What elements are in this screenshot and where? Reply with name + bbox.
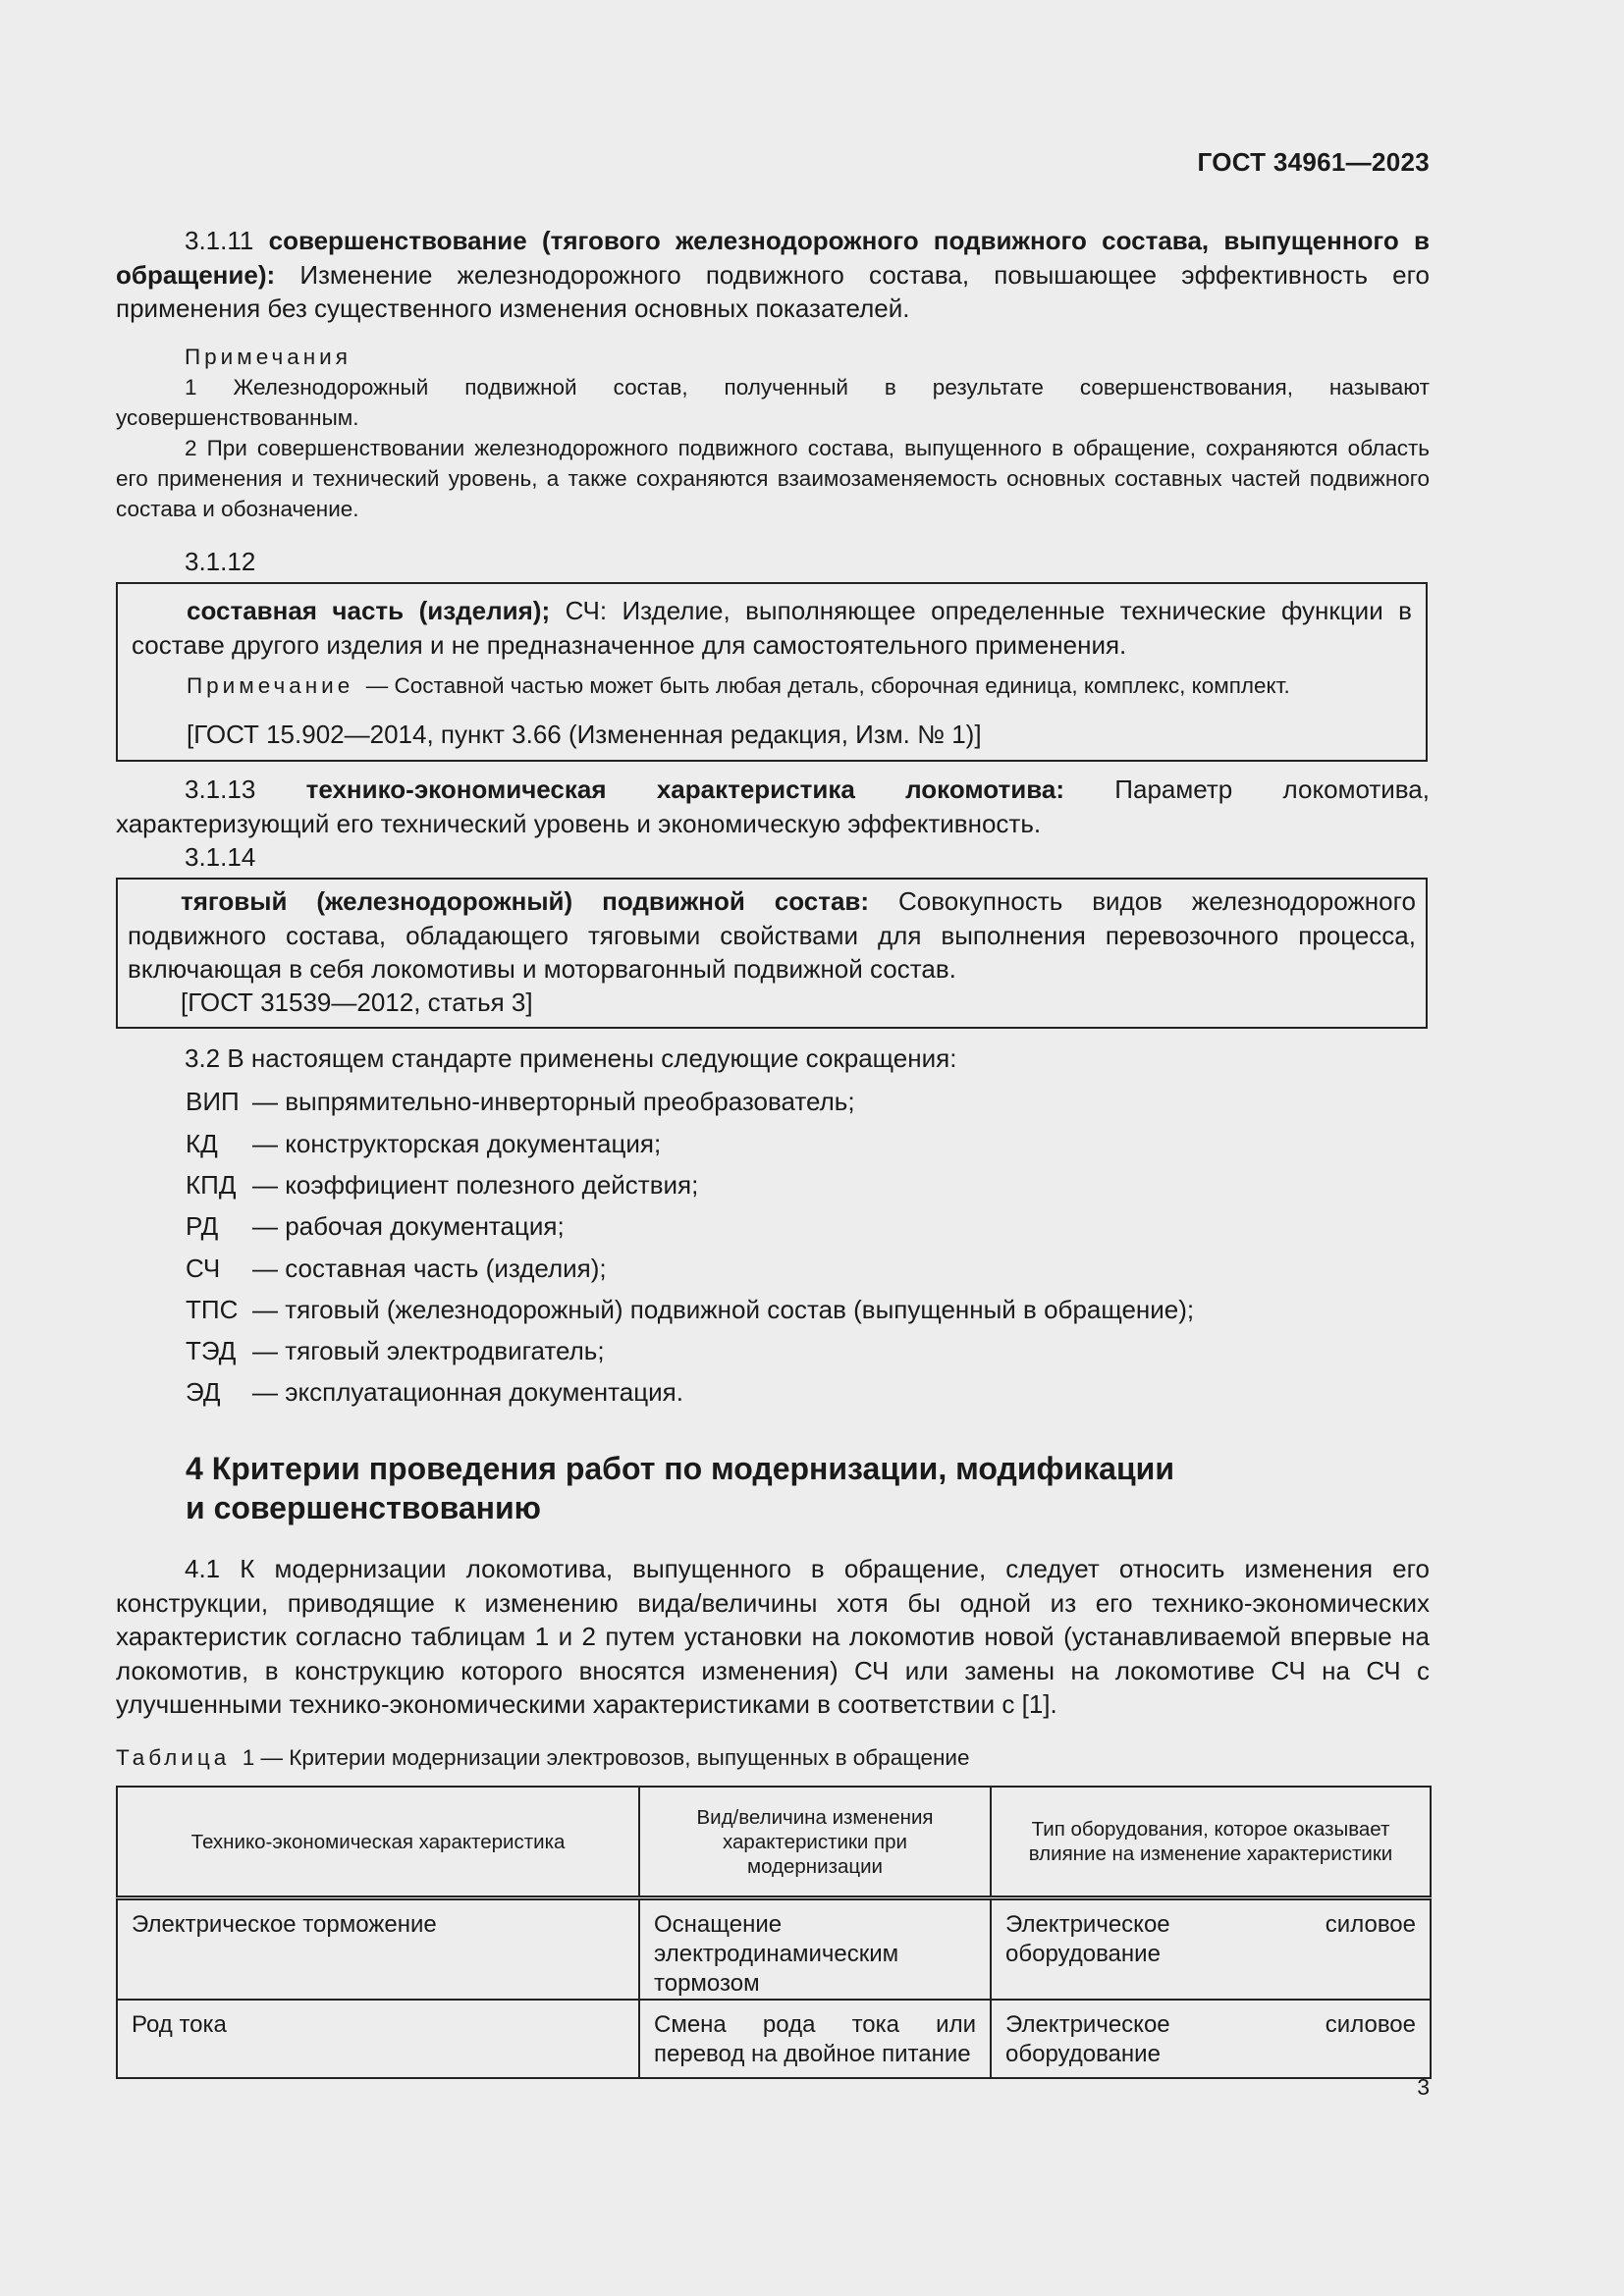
table-cell — [991, 2000, 1431, 2078]
source-3-1-12: [ГОСТ 15.902—2014, пункт 3.66 (Измененная редакция, Изм. № 1)] — [187, 720, 982, 749]
abbreviation-item — [186, 1211, 565, 1241]
definition-box-3-1-12 — [116, 582, 1428, 762]
note-2: 2 При совершенствовании железнодорожного подвижного состава, выпущенного в обращение, сохраняются область его применения и технический уровень, а также сохраняются взаимозаменяемость основных составных частей подвижного состава и обозначение. — [116, 436, 1430, 521]
page-number: 3 — [1417, 2074, 1430, 2100]
source-3-1-14: [ГОСТ 31539—2012, статья 3] — [181, 988, 533, 1017]
abbreviation-item — [186, 1377, 683, 1407]
header-text: Тип оборудования, которое оказывает влияние на изменение характеристики — [1028, 1818, 1393, 1865]
abbreviation-meaning: — выпрямительно-инверторный преобразователь; — [252, 1087, 855, 1116]
table-cell — [639, 2000, 991, 2078]
term: составная часть (изделия); — [187, 596, 551, 625]
term: тяговый (железнодорожный) подвижной состав: — [181, 886, 870, 916]
section-4-heading — [186, 1449, 1174, 1527]
cell-text: Оснащение электродинамическим тормозом — [654, 1911, 899, 1997]
abbreviation: КД — [186, 1129, 218, 1158]
note-label: Примечание — [187, 673, 354, 698]
abbreviation: СЧ — [186, 1254, 221, 1283]
term: технико-экономическая характеристика локомотива: — [305, 774, 1064, 804]
cell-text: Род тока — [132, 2011, 227, 2038]
abbreviation-meaning: — коэффициент полезного действия; — [252, 1170, 699, 1200]
cell-text: Смена рода тока или перевод на двойное питание — [654, 2011, 976, 2067]
clause-number: 3.1.11 — [185, 226, 254, 255]
cell-text: Электрическое силовое оборудование — [1005, 2011, 1416, 2067]
abbreviation: ВИП — [186, 1087, 240, 1116]
abbreviation-item — [186, 1336, 605, 1365]
term: совершенствование (тягового железнодорожного подвижного состава, выпущенного в обращение): — [116, 226, 1430, 290]
note-text: — Составной частью может быть любая деталь, сборочная единица, комплекс, комплект. — [365, 673, 1290, 698]
definition-3-1-13 — [116, 773, 1430, 840]
column-header — [117, 1787, 639, 1898]
table-caption-text: 1 — Критерии модернизации электровозов, выпущенных в обращение — [242, 1745, 970, 1770]
definition-box-3-1-14 — [116, 878, 1428, 1029]
table-header-row — [117, 1787, 1431, 1898]
header-text: Технико-экономическая характеристика — [190, 1830, 566, 1853]
table-row — [117, 1898, 1431, 2001]
table-cell — [117, 2000, 639, 2078]
table-row — [117, 2000, 1431, 2078]
abbreviation: ТЭД — [186, 1336, 237, 1365]
definition-text: Совокупность видов железнодорожного подвижного состава, обладающего тяговыми свойствами для выполнения перевозочного процесса, включающая в себя локомотивы и моторвагонный подвижной состав. — [128, 886, 1416, 984]
definition-3-1-12 — [132, 594, 1412, 662]
definition-3-1-14 — [128, 884, 1416, 987]
note-1: 1 Железнодорожный подвижной состав, полученный в результате совершенствования, называют усовершенствованным. — [116, 375, 1430, 430]
table-cell — [117, 1898, 639, 2001]
abbreviation-item — [186, 1129, 661, 1158]
notes-label: Примечания — [185, 345, 352, 369]
header-text: Вид/величина изменения характеристики при модернизации — [696, 1805, 934, 1878]
abbreviation-meaning: — тяговый электродвигатель; — [252, 1336, 605, 1365]
abbreviation: ТПС — [186, 1295, 239, 1324]
clause-number-3-1-14: 3.1.14 — [185, 842, 256, 872]
table-label: Таблица — [116, 1745, 231, 1770]
table-cell — [991, 1898, 1431, 2001]
table-1-caption — [116, 1742, 1430, 1773]
note-3-1-12 — [187, 670, 1424, 701]
definition-text: Параметр локомотива, характеризующий его технический уровень и экономическую эффективность. — [116, 774, 1430, 838]
abbreviations-intro: 3.2 В настоящем стандарте применены следующие сокращения: — [185, 1043, 957, 1073]
heading-line: и совершенствованию — [186, 1490, 541, 1525]
cell-text: Электрическое силовое оборудование — [1005, 1911, 1416, 1967]
abbreviation: ЭД — [186, 1377, 221, 1407]
abbreviation-meaning: — эксплуатационная документация. — [252, 1377, 683, 1407]
abbreviation-item — [186, 1170, 698, 1200]
heading-line: 4 Критерии проведения работ по модернизации, модификации — [186, 1451, 1174, 1486]
definition-text: СЧ: Изделие, выполняющее определенные технические функции в составе другого изделия и не предназначенное для самостоятельного применения. — [132, 596, 1412, 660]
document-code-header: ГОСТ 34961—2023 — [1197, 147, 1430, 177]
abbreviation-item — [186, 1087, 855, 1116]
abbreviation: КПД — [186, 1170, 237, 1200]
abbreviation-meaning: — составная часть (изделия); — [252, 1254, 607, 1283]
abbreviation: РД — [186, 1211, 219, 1241]
clause-number-3-1-12: 3.1.12 — [185, 547, 256, 576]
paragraph-4-1: 4.1 К модернизации локомотива, выпущенного в обращение, следует относить изменения его конструкции, приводящие к изменению вида/величины хотя бы одной из его технико-экономических характеристик согласно таблицам 1 и 2 путем установки на локомотив новой (устанавливаемой впервые на локомотив, в конструкцию которого вносятся изменения) СЧ или замены на локомотиве СЧ на СЧ с улучшенными технико-экономическими характеристиками в соответствии с [1]. — [116, 1554, 1430, 1719]
table-1 — [116, 1786, 1432, 2079]
definition-3-1-11 — [116, 224, 1430, 326]
table-cell — [639, 1898, 991, 2001]
abbreviation-item — [186, 1295, 1194, 1324]
abbreviation-meaning: — конструкторская документация; — [252, 1129, 662, 1158]
definition-text: Изменение железнодорожного подвижного состава, повышающее эффективность его применения без существенного изменения основных показателей. — [116, 259, 1430, 323]
column-header — [639, 1787, 991, 1898]
column-header — [991, 1787, 1431, 1898]
clause-number: 3.1.13 — [185, 774, 256, 804]
abbreviation-meaning: — рабочая документация; — [252, 1211, 565, 1241]
abbreviation-item — [186, 1254, 607, 1283]
cell-text: Электрическое торможение — [132, 1911, 437, 1938]
abbreviation-meaning: — тяговый (железнодорожный) подвижной состав (выпущенный в обращение); — [252, 1295, 1195, 1324]
